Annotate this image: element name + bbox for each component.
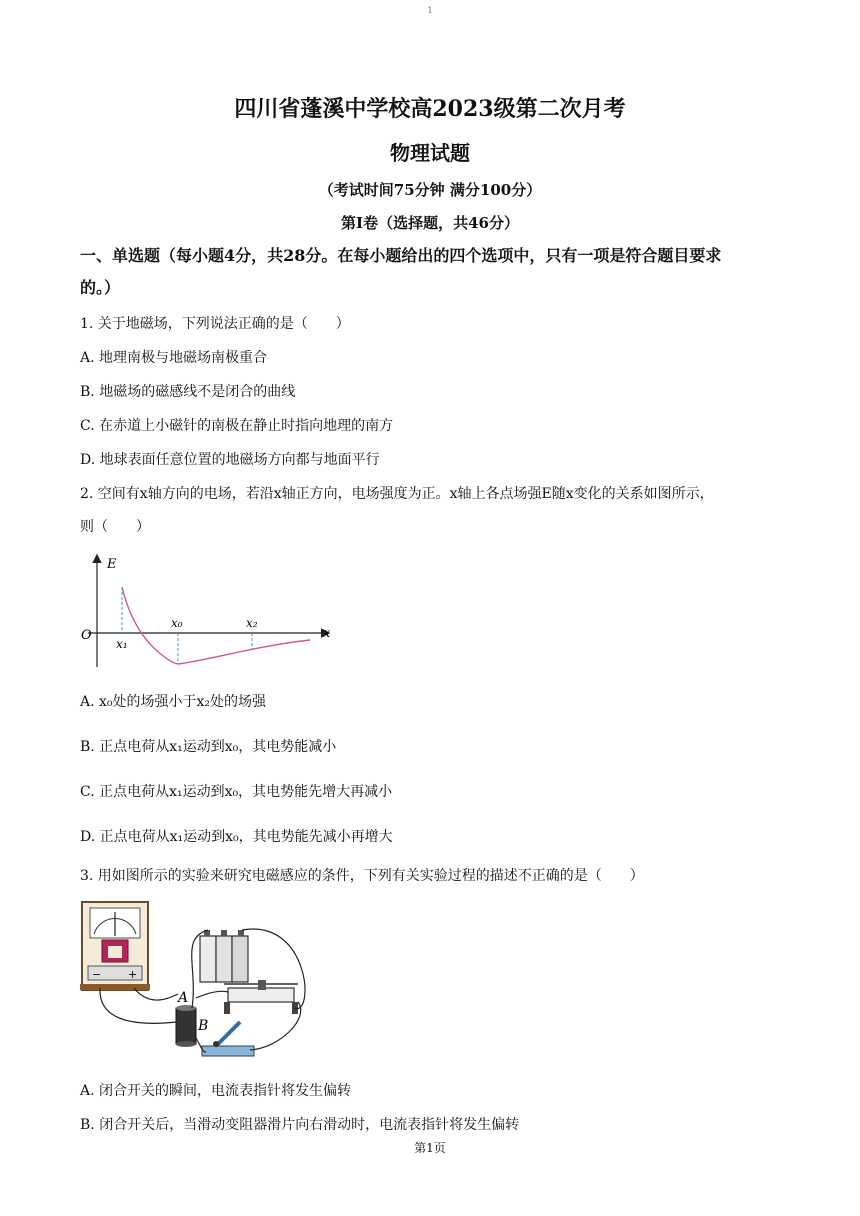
y-axis-label: E bbox=[107, 557, 117, 572]
q1-option-a: A. 地理南极与地磁场南极重合 bbox=[80, 350, 268, 366]
q2-e-x-graph bbox=[80, 550, 340, 675]
q2-option-b: B. 正点电荷从x₁运动到x₀，其电势能减小 bbox=[80, 739, 337, 755]
section-heading bbox=[80, 240, 790, 304]
q3-stem: 3. 用如图所示的实验来研究电磁感应的条件，下列有关实验过程的描述不正确的是（ ） bbox=[80, 868, 644, 884]
battery bbox=[200, 930, 248, 982]
exam-title: 四川省蓬溪中学校高2023级第二次月考 bbox=[234, 96, 626, 122]
page-header-mark: 1 bbox=[427, 6, 433, 15]
switch bbox=[202, 1022, 254, 1056]
q1-option-c: C. 在赤道上小磁针的南极在静止时指向地理的南方 bbox=[80, 418, 394, 434]
meter-plus: + bbox=[128, 968, 138, 981]
x2-label: x₂ bbox=[246, 616, 258, 630]
section-heading-line1: 一、单选题（每小题4分，共28分。在每小题给出的四个选项中，只有一项是符合题目要求 bbox=[80, 246, 722, 265]
coil-b-label: B bbox=[198, 1018, 209, 1034]
meter-minus: − bbox=[92, 968, 102, 981]
section-heading-line2: 的。） bbox=[80, 278, 121, 297]
q2-option-a: A. x₀处的场强小于x₂处的场强 bbox=[80, 694, 267, 710]
part-title: 第Ⅰ卷（选择题，共46分） bbox=[341, 214, 519, 232]
rheostat bbox=[224, 980, 298, 1014]
coils bbox=[176, 990, 208, 1047]
x0-label: x₀ bbox=[171, 616, 183, 630]
q2-stem-line1: 2. 空间有x轴方向的电场，若沿x轴正方向，电场强度为正。x轴上各点场强E随x变化的关系如图所示， bbox=[80, 486, 714, 502]
e-curve bbox=[122, 587, 310, 664]
x1-label: x₁ bbox=[116, 637, 128, 651]
q1-option-b: B. 地磁场的磁感线不是闭合的曲线 bbox=[80, 384, 296, 400]
galvanometer bbox=[80, 902, 150, 990]
exam-subject: 物理试题 bbox=[390, 141, 470, 165]
q2-option-c: C. 正点电荷从x₁运动到x₀，其电势能先增大再减小 bbox=[80, 784, 393, 800]
x-axis-label: x bbox=[323, 626, 331, 641]
q1-option-d: D. 地球表面任意位置的地磁场方向都与地面平行 bbox=[80, 452, 380, 468]
exam-info: （考试时间75分钟 满分100分） bbox=[318, 181, 542, 199]
q3-induction-apparatus bbox=[80, 898, 320, 1066]
coil-a-label: A bbox=[178, 990, 189, 1006]
q3-option-b: B. 闭合开关后，当滑动变阻器滑片向右滑动时，电流表指针将发生偏转 bbox=[80, 1117, 520, 1133]
origin-label: O bbox=[81, 628, 92, 643]
page-number: 第1页 bbox=[414, 1141, 446, 1155]
q2-option-d: D. 正点电荷从x₁运动到x₀，其电势能先减小再增大 bbox=[80, 829, 393, 845]
q1-stem: 1. 关于地磁场，下列说法正确的是（ ） bbox=[80, 316, 350, 332]
q3-option-a: A. 闭合开关的瞬间，电流表指针将发生偏转 bbox=[80, 1083, 352, 1099]
q2-stem-line2: 则（ ） bbox=[80, 519, 150, 535]
